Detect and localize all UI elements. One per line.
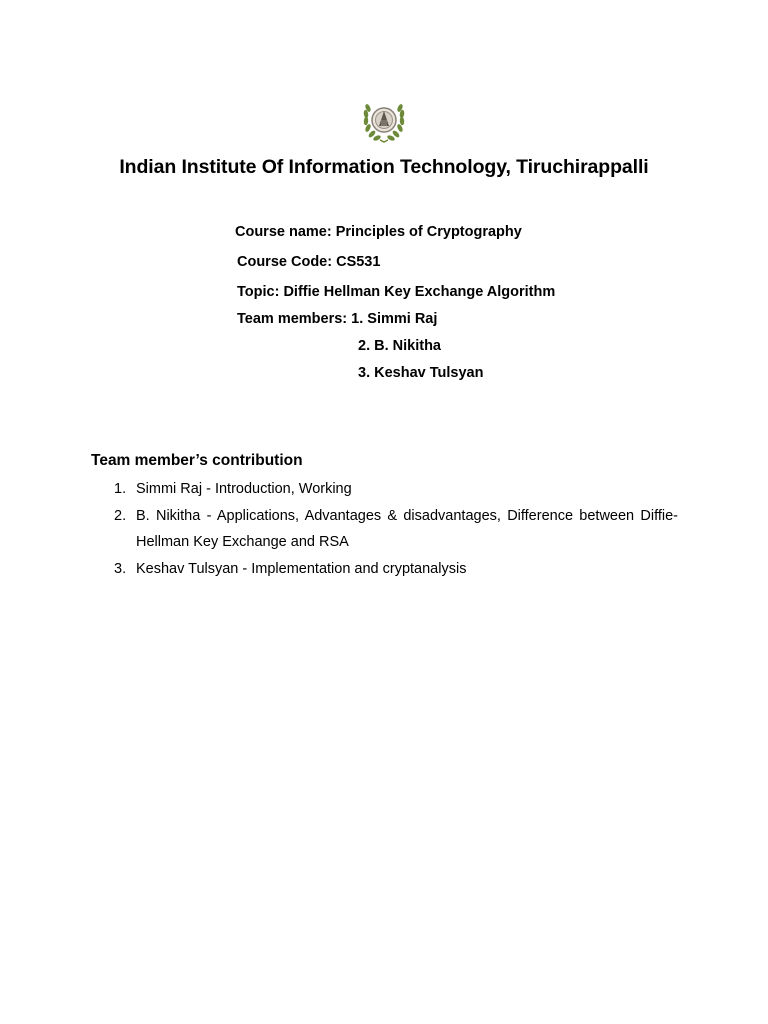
laurel-emblem-icon xyxy=(359,96,409,144)
institute-title: Indian Institute Of Information Technology, Tiruchirappalli xyxy=(119,156,649,178)
list-item xyxy=(108,503,678,556)
course-name-line: Course name: Principles of Cryptography xyxy=(235,224,522,240)
list-item-number: 3. xyxy=(114,560,127,577)
team-members-line: Team members: 1. Simmi Raj xyxy=(237,311,438,327)
team-member-3: 3. Keshav Tulsyan xyxy=(358,365,484,381)
contribution-heading: Team member’s contribution xyxy=(91,452,303,469)
list-item-text: Simmi Raj - Introduction, Working xyxy=(136,481,352,497)
list-item-text: Keshav Tulsyan - Implementation and cryptanalysis xyxy=(136,560,467,577)
list-item-number: 1. xyxy=(114,481,127,497)
list-item-text: B. Nikitha - Applications, Advantages & disadvantages, Difference between Diffie-Hellman Key Exchange and RSA xyxy=(136,507,678,550)
list-item xyxy=(108,476,678,503)
team-member-2: 2. B. Nikitha xyxy=(358,338,441,354)
course-code-line: Course Code: CS531 xyxy=(237,254,381,270)
contribution-list xyxy=(108,476,678,582)
list-item-number: 2. xyxy=(114,507,127,524)
list-item xyxy=(108,556,678,583)
topic-line: Topic: Diffie Hellman Key Exchange Algorithm xyxy=(237,284,556,300)
